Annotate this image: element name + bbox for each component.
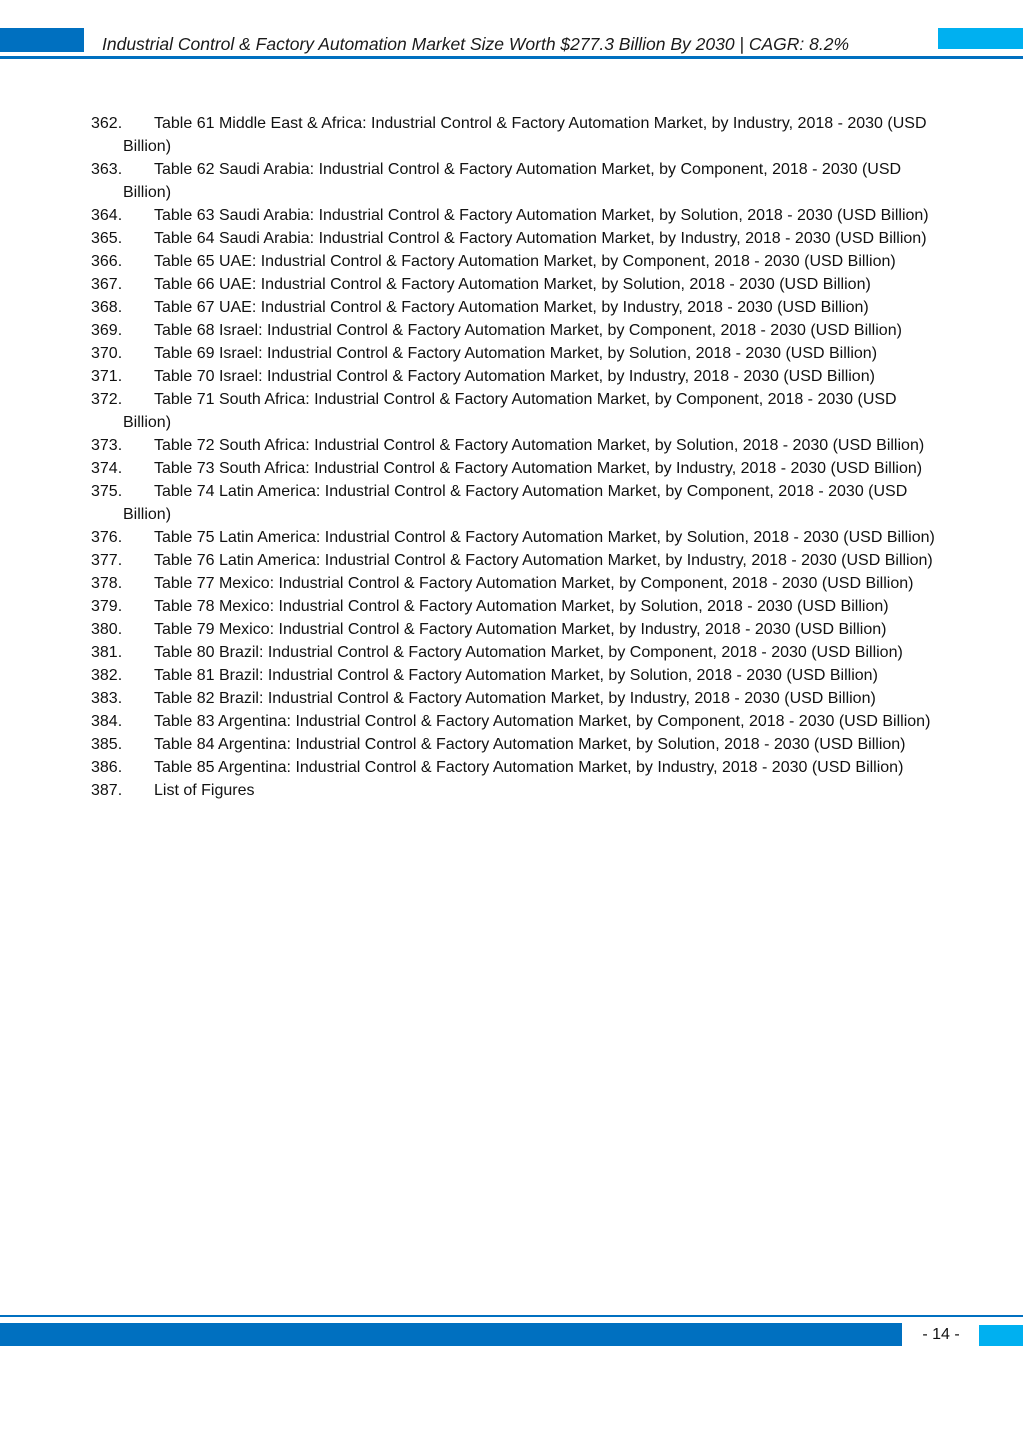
toc-entry[interactable] [91,526,941,549]
toc-entry[interactable] [91,158,941,204]
toc-entry-number: 374. [91,460,123,477]
footer-accent-bar [0,1323,902,1346]
toc-entry-number: 375. [91,483,123,500]
toc-entry-title: Table 81 Brazil: Industrial Control & Factory Automation Market, by Solution, 2018 - 2030 (USD Billion) [154,667,878,684]
toc-entry[interactable] [91,756,941,779]
toc-entry-title: Table 75 Latin America: Industrial Control & Factory Automation Market, by Solution, 2018 - 2030 (USD Billion) [154,529,935,546]
toc-entry-title: Table 62 Saudi Arabia: Industrial Control & Factory Automation Market, by Component, 2018 - 2030 (USD Billion) [123,161,902,201]
toc-entry[interactable] [91,641,941,664]
toc-entry-title: Table 73 South Africa: Industrial Control & Factory Automation Market, by Industry, 2018 - 2030 (USD Billion) [154,460,923,477]
toc-entry-number: 383. [91,690,123,707]
toc-entry-number: 380. [91,621,123,638]
toc-entry[interactable] [91,664,941,687]
toc-entry-number: 379. [91,598,123,615]
toc-entry[interactable] [91,296,941,319]
header-title: Industrial Control & Factory Automation Market Size Worth $277.3 Billion By 2030 | CAGR: 8.2% [102,34,850,54]
toc-entry-number: 369. [91,322,123,339]
toc-entry-title: Table 82 Brazil: Industrial Control & Factory Automation Market, by Industry, 2018 - 2030 (USD Billion) [154,690,876,707]
toc-entry[interactable] [91,388,941,434]
toc-entry-title: Table 64 Saudi Arabia: Industrial Control & Factory Automation Market, by Industry, 2018 - 2030 (USD Billion) [154,230,927,247]
toc-entry-number: 362. [91,115,123,132]
toc-entry-title: Table 76 Latin America: Industrial Control & Factory Automation Market, by Industry, 2018 - 2030 (USD Billion) [154,552,933,569]
toc-entry-title: Table 70 Israel: Industrial Control & Factory Automation Market, by Industry, 2018 - 2030 (USD Billion) [154,368,875,385]
toc-entry[interactable] [91,434,941,457]
toc-entry-number: 372. [91,391,123,408]
toc-entry-number: 371. [91,368,123,385]
toc-entry[interactable] [91,273,941,296]
toc-entry-title: Table 85 Argentina: Industrial Control & Factory Automation Market, by Industry, 2018 - 2030 (USD Billion) [154,759,904,776]
toc-entry-title: Table 80 Brazil: Industrial Control & Factory Automation Market, by Component, 2018 - 2030 (USD Billion) [154,644,903,661]
toc-entry-number: 368. [91,299,123,316]
toc-entry[interactable] [91,365,941,388]
toc-entry-number: 365. [91,230,123,247]
toc-entry[interactable] [91,710,941,733]
toc-entry-title: Table 67 UAE: Industrial Control & Factory Automation Market, by Industry, 2018 - 2030 (USD Billion) [154,299,869,316]
toc-entry-number: 377. [91,552,123,569]
toc-entry[interactable] [91,549,941,572]
toc-entry[interactable] [91,779,941,802]
table-of-contents-list [91,112,941,802]
toc-entry-number: 364. [91,207,123,224]
toc-entry-number: 382. [91,667,123,684]
toc-entry-title: List of Figures [154,782,255,799]
toc-entry-title: Table 69 Israel: Industrial Control & Factory Automation Market, by Solution, 2018 - 2030 (USD Billion) [154,345,878,362]
toc-entry[interactable] [91,457,941,480]
toc-entry-number: 384. [91,713,123,730]
toc-entry-number: 363. [91,161,123,178]
toc-entry-number: 366. [91,253,123,270]
toc-entry-title: Table 65 UAE: Industrial Control & Factory Automation Market, by Component, 2018 - 2030 (USD Billion) [154,253,896,270]
toc-entry-number: 376. [91,529,123,546]
toc-entry-number: 386. [91,759,123,776]
toc-entry-title: Table 71 South Africa: Industrial Control & Factory Automation Market, by Component, 2018 - 2030 (USD Billion) [123,391,897,431]
toc-entry-title: Table 78 Mexico: Industrial Control & Factory Automation Market, by Solution, 2018 - 2030 (USD Billion) [154,598,889,615]
toc-entry-title: Table 66 UAE: Industrial Control & Factory Automation Market, by Solution, 2018 - 2030 (USD Billion) [154,276,871,293]
toc-entry-number: 385. [91,736,123,753]
toc-entry[interactable] [91,342,941,365]
toc-entry-number: 370. [91,345,123,362]
toc-entry[interactable] [91,227,941,250]
toc-entry-title: Table 61 Middle East & Africa: Industrial Control & Factory Automation Market, by Industry, 2018 - 2030 (USD Billion) [123,115,927,155]
toc-entry[interactable] [91,618,941,641]
toc-entry-number: 387. [91,782,123,799]
page-number: - 14 - [922,1326,960,1343]
toc-entry[interactable] [91,319,941,342]
toc-entry[interactable] [91,733,941,756]
toc-entry-title: Table 84 Argentina: Industrial Control & Factory Automation Market, by Solution, 2018 - 2030 (USD Billion) [154,736,906,753]
header-divider [0,56,1023,59]
toc-entry[interactable] [91,572,941,595]
toc-entry-title: Table 79 Mexico: Industrial Control & Factory Automation Market, by Industry, 2018 - 2030 (USD Billion) [154,621,887,638]
toc-entry-title: Table 68 Israel: Industrial Control & Factory Automation Market, by Component, 2018 - 2030 (USD Billion) [154,322,902,339]
toc-entry-title: Table 77 Mexico: Industrial Control & Factory Automation Market, by Component, 2018 - 2030 (USD Billion) [154,575,914,592]
footer-accent-block-right [979,1325,1023,1346]
toc-entry-number: 367. [91,276,123,293]
toc-entry-title: Table 63 Saudi Arabia: Industrial Control & Factory Automation Market, by Solution, 2018 - 2030 (USD Billion) [154,207,929,224]
toc-entry[interactable] [91,595,941,618]
toc-entry[interactable] [91,480,941,526]
toc-entry-number: 378. [91,575,123,592]
toc-entry-number: 381. [91,644,123,661]
toc-entry-number: 373. [91,437,123,454]
toc-entry[interactable] [91,687,941,710]
toc-entry-title: Table 74 Latin America: Industrial Control & Factory Automation Market, by Component, 2018 - 2030 (USD Billion) [123,483,908,523]
toc-entry-title: Table 83 Argentina: Industrial Control & Factory Automation Market, by Component, 2018 - 2030 (USD Billion) [154,713,931,730]
toc-entry[interactable] [91,112,941,158]
toc-entry[interactable] [91,204,941,227]
header-accent-block-left [0,28,84,52]
toc-entry[interactable] [91,250,941,273]
toc-entry-title: Table 72 South Africa: Industrial Control & Factory Automation Market, by Solution, 2018 - 2030 (USD Billion) [154,437,925,454]
footer-divider [0,1315,1023,1317]
header-accent-block-right [938,28,1023,49]
